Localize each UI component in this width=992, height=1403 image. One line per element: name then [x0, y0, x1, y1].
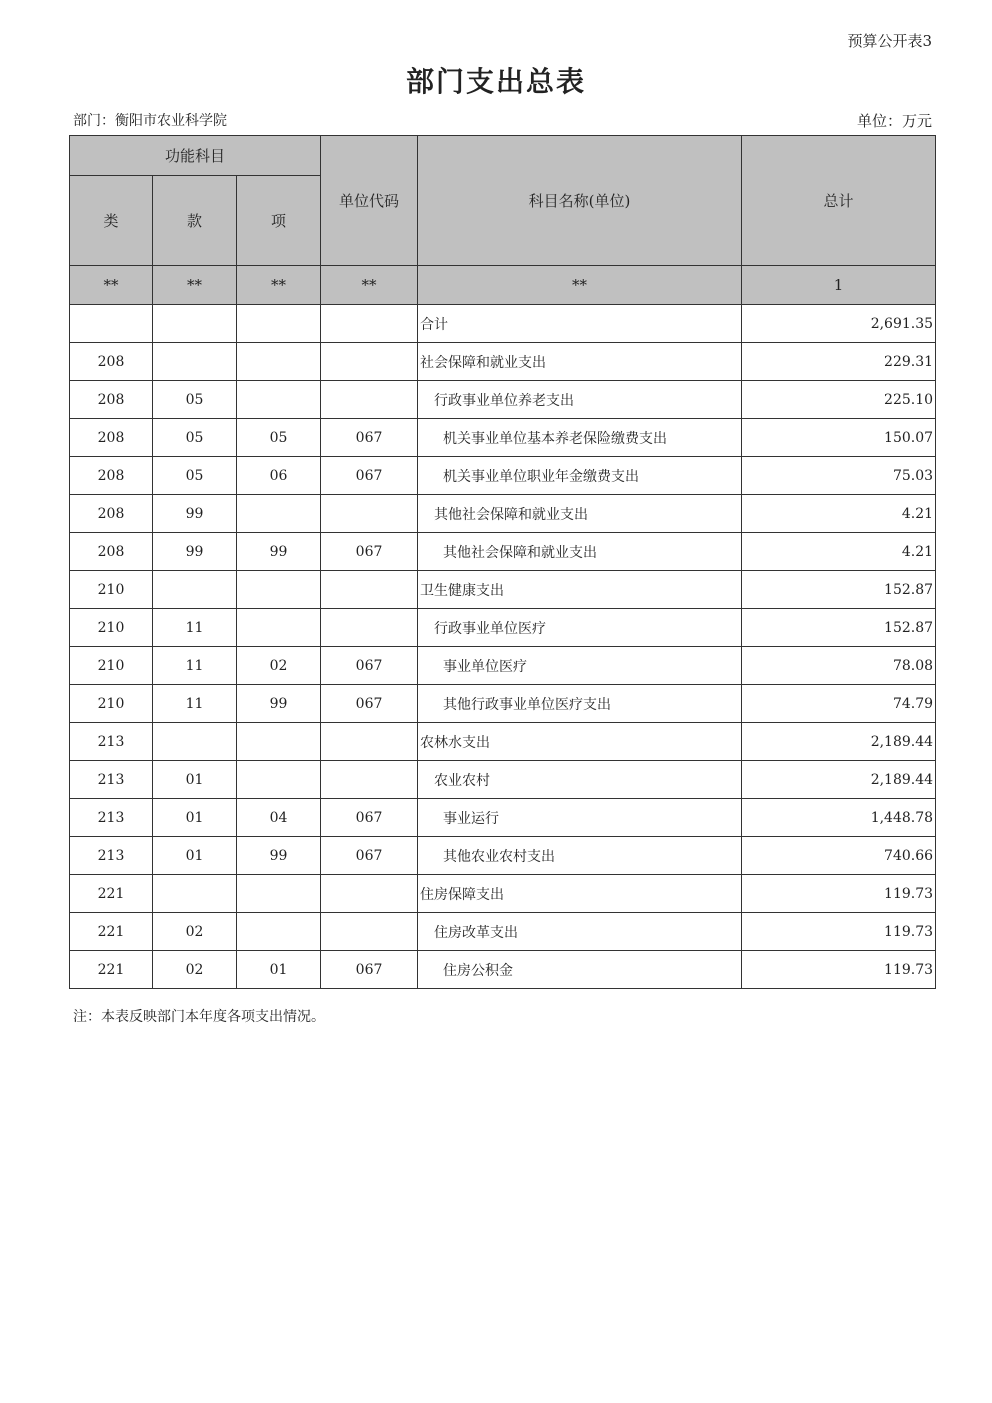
cell-lei: 221 — [70, 875, 153, 913]
cell-kuan: 05 — [153, 419, 237, 457]
footnote: 注：本表反映部门本年度各项支出情况。 — [73, 1009, 325, 1025]
cell-subject-name: 其他农业农村支出 — [418, 837, 742, 875]
cell-kuan — [153, 571, 237, 609]
cell-xiang: 04 — [237, 799, 321, 837]
cell-xiang: 02 — [237, 647, 321, 685]
cell-unit-code — [321, 343, 418, 381]
cell-subject-name: 机关事业单位基本养老保险缴费支出 — [418, 419, 742, 457]
cell-unit-code — [321, 913, 418, 951]
marker-cell: ** — [153, 266, 237, 305]
marker-cell: ** — [418, 266, 742, 305]
cell-xiang — [237, 761, 321, 799]
cell-total: 119.73 — [742, 875, 936, 913]
cell-unit-code: 067 — [321, 799, 418, 837]
cell-kuan: 01 — [153, 799, 237, 837]
table-row — [70, 381, 936, 419]
cell-xiang: 99 — [237, 685, 321, 723]
cell-subject-name: 事业运行 — [418, 799, 742, 837]
marker-cell: ** — [321, 266, 418, 305]
table-row — [70, 571, 936, 609]
cell-lei: 213 — [70, 837, 153, 875]
cell-kuan: 02 — [153, 913, 237, 951]
cell-kuan — [153, 343, 237, 381]
cell-unit-code — [321, 381, 418, 419]
cell-kuan: 99 — [153, 533, 237, 571]
table-row — [70, 913, 936, 951]
cell-unit-code: 067 — [321, 647, 418, 685]
cell-unit-code: 067 — [321, 837, 418, 875]
cell-kuan: 01 — [153, 837, 237, 875]
cell-subject-name: 机关事业单位职业年金缴费支出 — [418, 457, 742, 495]
cell-lei: 210 — [70, 685, 153, 723]
cell-kuan: 99 — [153, 495, 237, 533]
cell-kuan: 11 — [153, 647, 237, 685]
cell-total: 2,189.44 — [742, 723, 936, 761]
cell-lei: 208 — [70, 533, 153, 571]
cell-kuan: 05 — [153, 457, 237, 495]
cell-xiang — [237, 723, 321, 761]
table-row — [70, 609, 936, 647]
cell-xiang: 99 — [237, 533, 321, 571]
cell-total: 229.31 — [742, 343, 936, 381]
table-row — [70, 723, 936, 761]
cell-lei: 213 — [70, 799, 153, 837]
cell-kuan: 05 — [153, 381, 237, 419]
header-subject-name: 科目名称(单位) — [418, 136, 742, 266]
cell-total: 225.10 — [742, 381, 936, 419]
cell-subject-name: 住房保障支出 — [418, 875, 742, 913]
cell-total: 119.73 — [742, 913, 936, 951]
cell-xiang — [237, 495, 321, 533]
cell-unit-code — [321, 571, 418, 609]
table-row — [70, 837, 936, 875]
cell-lei: 221 — [70, 913, 153, 951]
cell-lei: 208 — [70, 495, 153, 533]
table-number-label: 预算公开表3 — [847, 32, 932, 50]
cell-total: 152.87 — [742, 609, 936, 647]
unit-label: 单位：万元 — [856, 112, 932, 130]
marker-cell: 1 — [742, 266, 936, 305]
cell-subject-name: 其他社会保障和就业支出 — [418, 533, 742, 571]
cell-unit-code — [321, 875, 418, 913]
table-row — [70, 951, 936, 989]
cell-subject-name: 行政事业单位养老支出 — [418, 381, 742, 419]
cell-total: 4.21 — [742, 495, 936, 533]
cell-subject-name: 社会保障和就业支出 — [418, 343, 742, 381]
header-lei: 类 — [70, 176, 153, 266]
cell-xiang — [237, 381, 321, 419]
cell-subject-name: 合计 — [418, 305, 742, 343]
cell-lei: 210 — [70, 609, 153, 647]
header-total: 总计 — [742, 136, 936, 266]
department-label: 部门：衡阳市农业科学院 — [73, 113, 227, 129]
cell-lei: 208 — [70, 381, 153, 419]
cell-lei: 210 — [70, 571, 153, 609]
cell-xiang — [237, 343, 321, 381]
cell-subject-name: 其他行政事业单位医疗支出 — [418, 685, 742, 723]
cell-kuan — [153, 875, 237, 913]
cell-unit-code: 067 — [321, 419, 418, 457]
cell-xiang — [237, 305, 321, 343]
cell-total: 2,189.44 — [742, 761, 936, 799]
cell-xiang — [237, 571, 321, 609]
cell-subject-name: 农林水支出 — [418, 723, 742, 761]
cell-unit-code — [321, 609, 418, 647]
cell-kuan — [153, 723, 237, 761]
cell-subject-name: 事业单位医疗 — [418, 647, 742, 685]
cell-lei: 213 — [70, 761, 153, 799]
cell-unit-code: 067 — [321, 533, 418, 571]
cell-total: 1,448.78 — [742, 799, 936, 837]
cell-subject-name: 住房公积金 — [418, 951, 742, 989]
cell-xiang — [237, 875, 321, 913]
cell-unit-code: 067 — [321, 457, 418, 495]
cell-subject-name: 行政事业单位医疗 — [418, 609, 742, 647]
cell-total: 2,691.35 — [742, 305, 936, 343]
cell-unit-code — [321, 495, 418, 533]
cell-kuan: 11 — [153, 609, 237, 647]
cell-xiang — [237, 609, 321, 647]
table-row — [70, 647, 936, 685]
cell-xiang: 05 — [237, 419, 321, 457]
table-row — [70, 343, 936, 381]
cell-total: 150.07 — [742, 419, 936, 457]
cell-lei: 221 — [70, 951, 153, 989]
cell-xiang: 06 — [237, 457, 321, 495]
marker-cell: ** — [70, 266, 153, 305]
cell-subject-name: 其他社会保障和就业支出 — [418, 495, 742, 533]
cell-lei: 210 — [70, 647, 153, 685]
table-row — [70, 533, 936, 571]
cell-unit-code: 067 — [321, 685, 418, 723]
cell-xiang: 99 — [237, 837, 321, 875]
cell-total: 74.79 — [742, 685, 936, 723]
table-row — [70, 419, 936, 457]
cell-total: 78.08 — [742, 647, 936, 685]
header-xiang: 项 — [237, 176, 321, 266]
cell-unit-code — [321, 723, 418, 761]
cell-total: 75.03 — [742, 457, 936, 495]
cell-subject-name: 农业农村 — [418, 761, 742, 799]
cell-subject-name: 住房改革支出 — [418, 913, 742, 951]
table-row — [70, 875, 936, 913]
header-function-subject: 功能科目 — [70, 136, 321, 176]
table-row — [70, 305, 936, 343]
cell-lei: 208 — [70, 419, 153, 457]
cell-total: 152.87 — [742, 571, 936, 609]
cell-xiang — [237, 913, 321, 951]
cell-unit-code: 067 — [321, 951, 418, 989]
cell-kuan: 11 — [153, 685, 237, 723]
cell-kuan — [153, 305, 237, 343]
cell-kuan: 02 — [153, 951, 237, 989]
cell-total: 119.73 — [742, 951, 936, 989]
cell-unit-code — [321, 761, 418, 799]
cell-subject-name: 卫生健康支出 — [418, 571, 742, 609]
table-row — [70, 495, 936, 533]
cell-lei: 213 — [70, 723, 153, 761]
cell-total: 4.21 — [742, 533, 936, 571]
marker-cell: ** — [237, 266, 321, 305]
table-row — [70, 761, 936, 799]
header-unit-code: 单位代码 — [321, 136, 418, 266]
expenditure-table — [69, 135, 936, 989]
cell-lei: 208 — [70, 343, 153, 381]
table-row — [70, 457, 936, 495]
cell-unit-code — [321, 305, 418, 343]
header-kuan: 款 — [153, 176, 237, 266]
cell-xiang: 01 — [237, 951, 321, 989]
cell-lei — [70, 305, 153, 343]
cell-total: 740.66 — [742, 837, 936, 875]
cell-lei: 208 — [70, 457, 153, 495]
table-row — [70, 799, 936, 837]
cell-kuan: 01 — [153, 761, 237, 799]
table-row — [70, 685, 936, 723]
page-title: 部门支出总表 — [405, 65, 586, 98]
